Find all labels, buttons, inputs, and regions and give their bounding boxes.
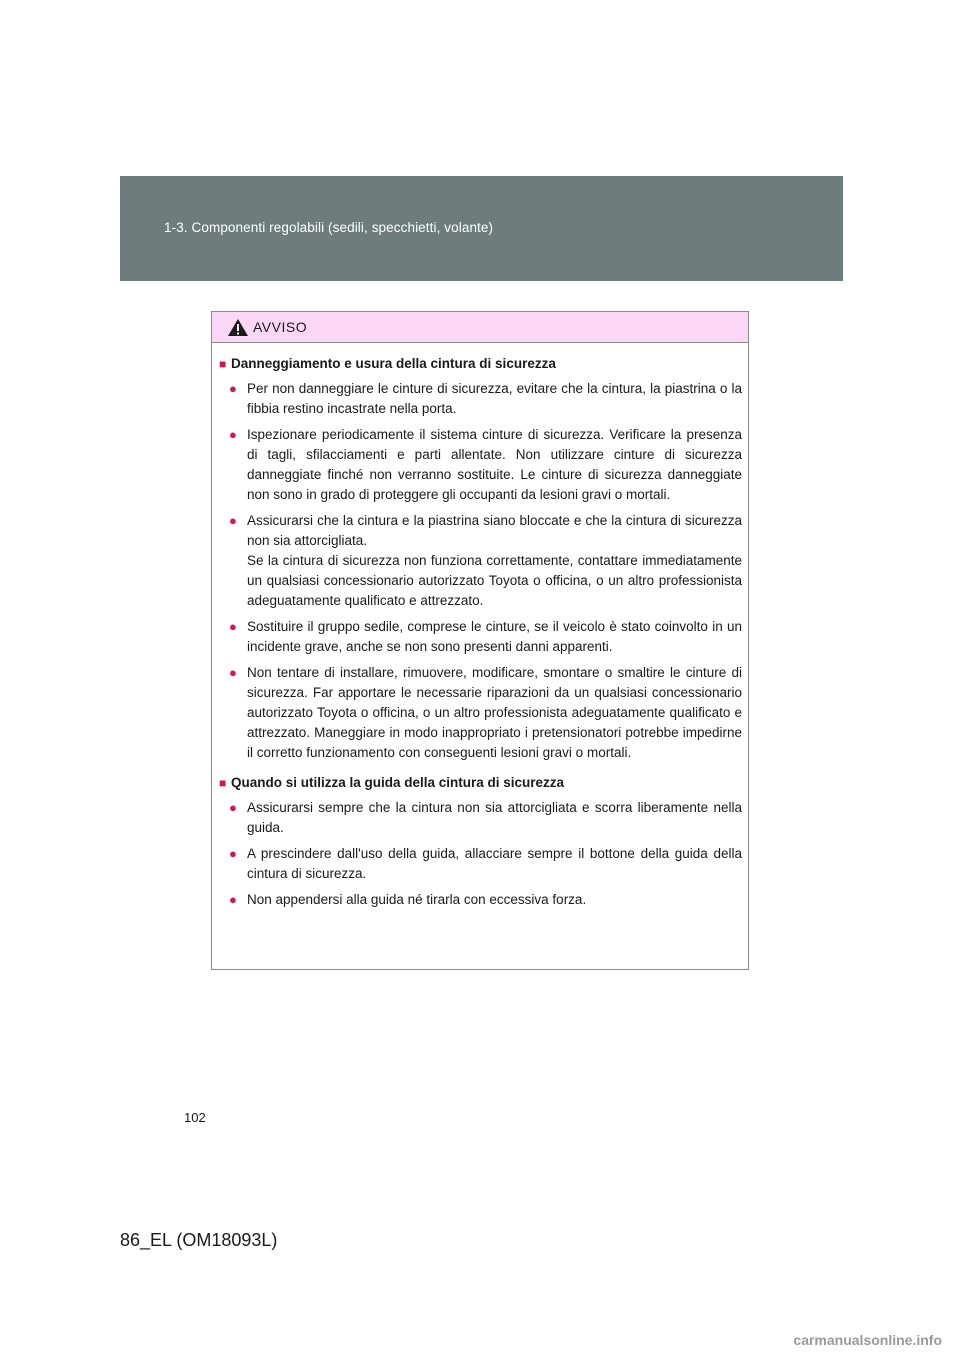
section-title-text: Quando si utilizza la guida della cintura di sicurezza (231, 775, 565, 790)
bullet-dot-icon: ● (229, 381, 237, 396)
warning-box (211, 311, 749, 970)
bullet-item (229, 379, 742, 419)
bullet-dot-icon: ● (229, 892, 237, 907)
bullet-dot-icon: ● (229, 619, 237, 634)
bullet-dot-icon: ● (229, 800, 237, 815)
warning-title: AVVISO (253, 319, 308, 335)
bullet-text: Assicurarsi che la cintura e la piastrina siano bloccate e che la cintura di sicurezza non sia attorcigliata. Se la cintura di sicurezza non funziona correttamente, contattare immediatamente un qualsiasi concessionario autorizzato Toyota o officina, o un altro professionista adeguatamente qualificato e attrezzato. (247, 513, 742, 608)
bullet-dot-icon: ● (229, 513, 237, 528)
section-header: 1-3. Componenti regolabili (sedili, specchietti, volante) (164, 220, 494, 235)
warning-triangle-icon (227, 318, 249, 337)
bullet-item (229, 617, 742, 657)
warning-body (212, 343, 748, 910)
warning-section (219, 354, 742, 763)
section-title (219, 354, 742, 374)
bullet-item (229, 798, 742, 838)
bullet-text: A prescindere dall'uso della guida, allacciare sempre il bottone della guida della cintura di sicurezza. (247, 846, 742, 881)
section-title-text: Danneggiamento e usura della cintura di sicurezza (231, 356, 556, 371)
bullet-dot-icon: ● (229, 427, 237, 442)
header-band (120, 176, 843, 281)
bullet-item (229, 425, 742, 505)
watermark: carmanualsonline.info (793, 1332, 942, 1348)
bullet-item (229, 511, 742, 611)
page-number: 102 (184, 1110, 206, 1125)
bullet-text: Non tentare di installare, rimuovere, modificare, smontare o smaltire le cinture di sicurezza. Far apportare le necessarie riparazioni da un qualsiasi concessionario autorizzato Toyota o officina, o un altro professionista adeguatamente qualificato e attrezzato. Maneggiare in modo inappropriato i pretensionatori potrebbe impedirne il corretto funzionamento con conseguenti lesioni gravi o mortali. (247, 665, 742, 760)
bullet-text: Sostituire il gruppo sedile, comprese le cinture, se il veicolo è stato coinvolto in un incidente grave, anche se non sono presenti danni apparenti. (247, 619, 742, 654)
bullet-dot-icon: ● (229, 665, 237, 680)
bullet-item (229, 663, 742, 763)
section-marker-icon: ■ (219, 776, 227, 790)
bullet-text: Per non danneggiare le cinture di sicurezza, evitare che la cintura, la piastrina o la fibbia restino incastrate nella porta. (247, 381, 742, 416)
section-marker-icon: ■ (219, 357, 227, 371)
warning-section (219, 773, 742, 910)
bullet-text: Ispezionare periodicamente il sistema cinture di sicurezza. Verificare la presenza di tagli, sfilacciamenti e parti allentate. Non utilizzare cinture di sicurezza danneggiate finché non verranno sostituite. Le cinture di sicurezza danneggiate non sono in grado di proteggere gli occupanti da lesioni gravi o mortali. (247, 427, 742, 502)
section-title (219, 773, 742, 793)
warning-title-bar (212, 312, 748, 343)
bullet-item (229, 890, 742, 910)
bullet-text: Assicurarsi sempre che la cintura non sia attorcigliata e scorra liberamente nella guida. (247, 800, 742, 835)
bullet-dot-icon: ● (229, 846, 237, 861)
footer-code: 86_EL (OM18093L) (120, 1230, 278, 1250)
bullet-text: Non appendersi alla guida né tirarla con eccessiva forza. (247, 892, 587, 907)
bullet-item (229, 844, 742, 884)
